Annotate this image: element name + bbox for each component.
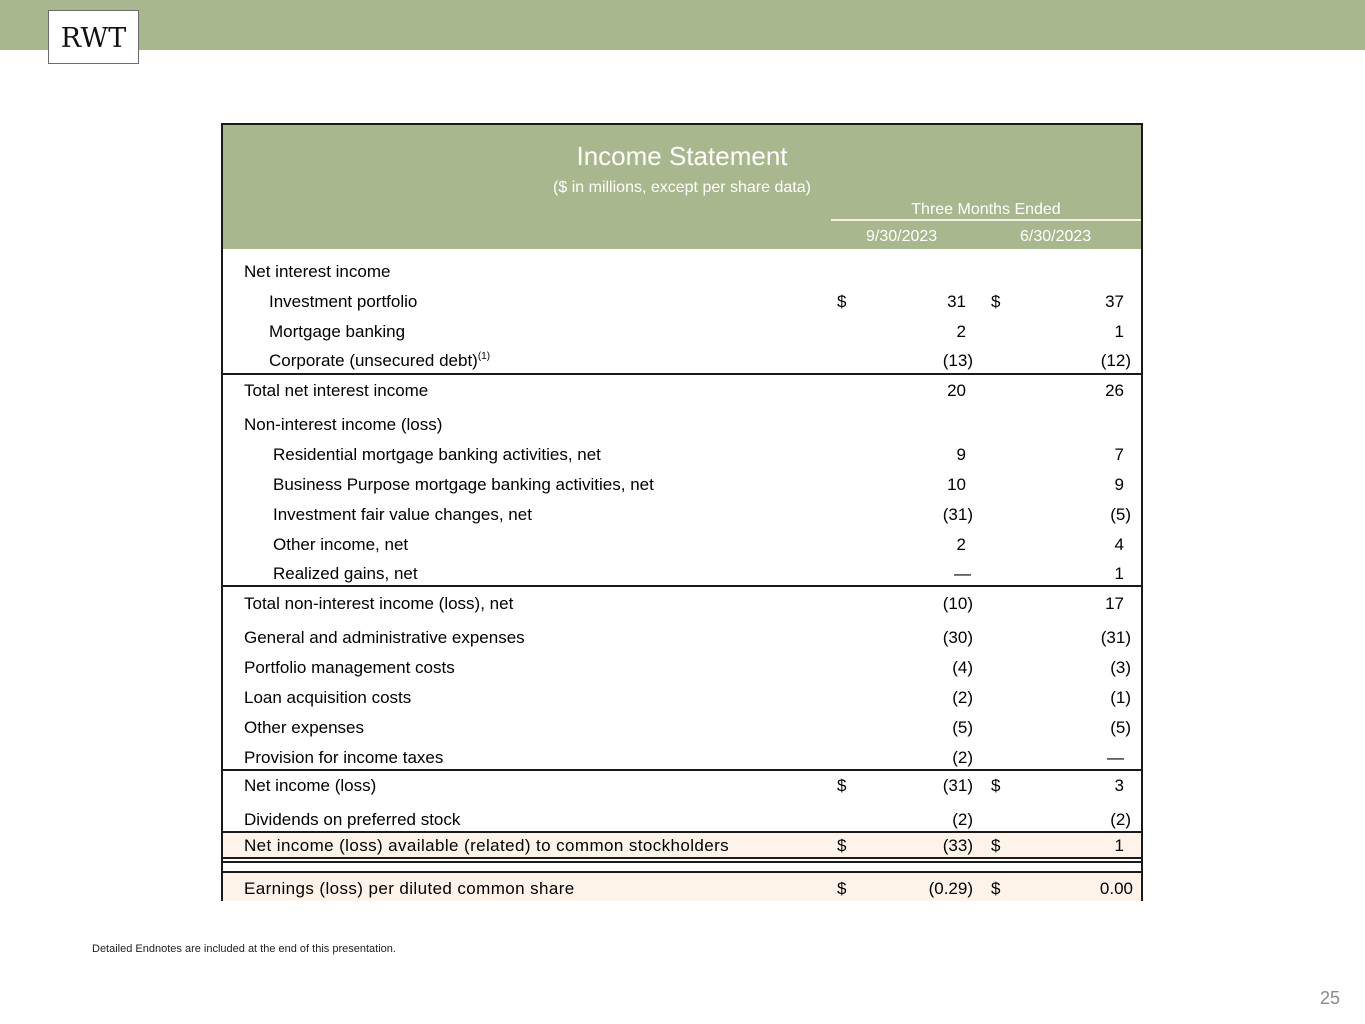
value-q3: (31) (942, 505, 973, 524)
value-q3: 9 (956, 445, 966, 464)
row-label: Residential mortgage banking activities, net (273, 445, 601, 464)
row-label: Other income, net (273, 535, 409, 554)
value-q2: (3) (1110, 658, 1131, 677)
value-q2: 1 (1114, 564, 1124, 583)
value-q3: 2 (956, 322, 966, 341)
row-label: Realized gains, net (273, 564, 418, 583)
period-label: Three Months Ended (911, 201, 1061, 218)
value-q3: — (954, 564, 971, 583)
row-label: Total net interest income (244, 381, 429, 400)
section-rule (223, 373, 1141, 375)
value-q2: (12) (1100, 351, 1131, 370)
row-label: Portfolio management costs (244, 658, 455, 677)
value-q2: 0.00 (1099, 879, 1133, 898)
currency-symbol: $ (991, 836, 1001, 855)
value-q2: (5) (1110, 505, 1131, 524)
value-q3: 10 (947, 475, 966, 494)
table-row (223, 346, 1141, 376)
logo (48, 10, 139, 64)
value-q2: (1) (1110, 688, 1131, 707)
table-row-highlight (223, 874, 1141, 904)
endnotes-footnote: Detailed Endnotes are included at the end of this presentation. (92, 943, 396, 955)
value-q2: 7 (1114, 445, 1124, 464)
currency-symbol: $ (837, 879, 847, 898)
row-label: Net interest income (244, 262, 391, 281)
value-q2: 1 (1114, 836, 1124, 855)
income-statement-table (221, 123, 1143, 901)
row-label: Non-interest income (loss) (244, 415, 443, 434)
section-rule (223, 585, 1141, 587)
table-row (223, 470, 1141, 500)
value-q3: (2) (952, 688, 973, 707)
row-label: Earnings (loss) per diluted common share (244, 879, 575, 898)
table-header (223, 125, 1141, 249)
value-q2: (2) (1110, 810, 1131, 829)
row-label: Business Purpose mortgage banking activities, net (273, 475, 654, 494)
value-q2: 3 (1114, 776, 1124, 795)
footnote-ref: (1) (477, 351, 491, 362)
logo-text: RWT (60, 22, 127, 54)
value-q3: 31 (947, 292, 966, 311)
value-q3: (2) (952, 748, 973, 767)
value-q2: (31) (1100, 628, 1131, 647)
value-q3: (4) (952, 658, 973, 677)
table-row (223, 440, 1141, 470)
row-label (269, 346, 490, 376)
period-underline (831, 219, 1141, 221)
row-label: Investment fair value changes, net (273, 505, 532, 524)
currency-symbol: $ (991, 776, 1001, 795)
value-q3: (30) (942, 628, 973, 647)
table-row (223, 530, 1141, 560)
value-q3: (2) (952, 810, 973, 829)
currency-symbol: $ (991, 292, 1001, 311)
value-q3: (33) (942, 836, 973, 855)
value-q2: — (1107, 748, 1124, 767)
header-band (0, 0, 1365, 50)
row-label: Total non-interest income (loss), net (244, 594, 514, 613)
value-q2: 17 (1105, 594, 1124, 613)
row-label: Mortgage banking (269, 322, 406, 341)
value-q2: 4 (1114, 535, 1124, 554)
value-q2: 9 (1114, 475, 1124, 494)
column-header-q2: 6/30/2023 (1020, 228, 1092, 245)
table-title: Income Statement (576, 141, 788, 171)
table-row (223, 317, 1141, 347)
value-q3: (10) (942, 594, 973, 613)
value-q2: 37 (1105, 292, 1124, 311)
row-label-text: Corporate (unsecured debt) (269, 351, 478, 370)
table-row (223, 653, 1141, 683)
value-q2: 1 (1114, 322, 1124, 341)
value-q2: (5) (1110, 718, 1131, 737)
value-q3: 2 (956, 535, 966, 554)
value-q3: (0.29) (928, 879, 973, 898)
column-header-q3: 9/30/2023 (866, 228, 938, 245)
row-label: Other expenses (244, 718, 365, 737)
row-label: General and administrative expenses (244, 628, 525, 647)
table-row (223, 713, 1141, 743)
value-q3: (31) (942, 776, 973, 795)
table-row (223, 257, 1141, 287)
table-row (223, 287, 1141, 317)
value-q3: 20 (947, 381, 966, 400)
row-label: Net income (loss) (244, 776, 377, 795)
currency-symbol: $ (837, 776, 847, 795)
page-number: 25 (1320, 988, 1341, 1008)
row-label: Dividends on preferred stock (244, 810, 461, 829)
value-q2: 26 (1105, 381, 1124, 400)
table-subtitle: ($ in millions, except per share data) (553, 179, 811, 196)
row-label: Investment portfolio (269, 292, 418, 311)
row-label: Loan acquisition costs (244, 688, 412, 707)
double-rule-bottom (223, 861, 1141, 863)
table-row (223, 410, 1141, 440)
table-row (223, 771, 1141, 801)
currency-symbol: $ (837, 292, 847, 311)
currency-symbol: $ (991, 879, 1001, 898)
value-q3: (5) (952, 718, 973, 737)
row-label: Provision for income taxes (244, 748, 444, 767)
double-rule-top (223, 857, 1141, 859)
table-row (223, 500, 1141, 530)
table-row (223, 623, 1141, 653)
currency-symbol: $ (837, 836, 847, 855)
table-row (223, 376, 1141, 406)
table-row (223, 683, 1141, 713)
table-row (223, 589, 1141, 619)
value-q3: (13) (942, 351, 973, 370)
row-label: Net income (loss) available (related) to common stockholders (244, 836, 730, 855)
